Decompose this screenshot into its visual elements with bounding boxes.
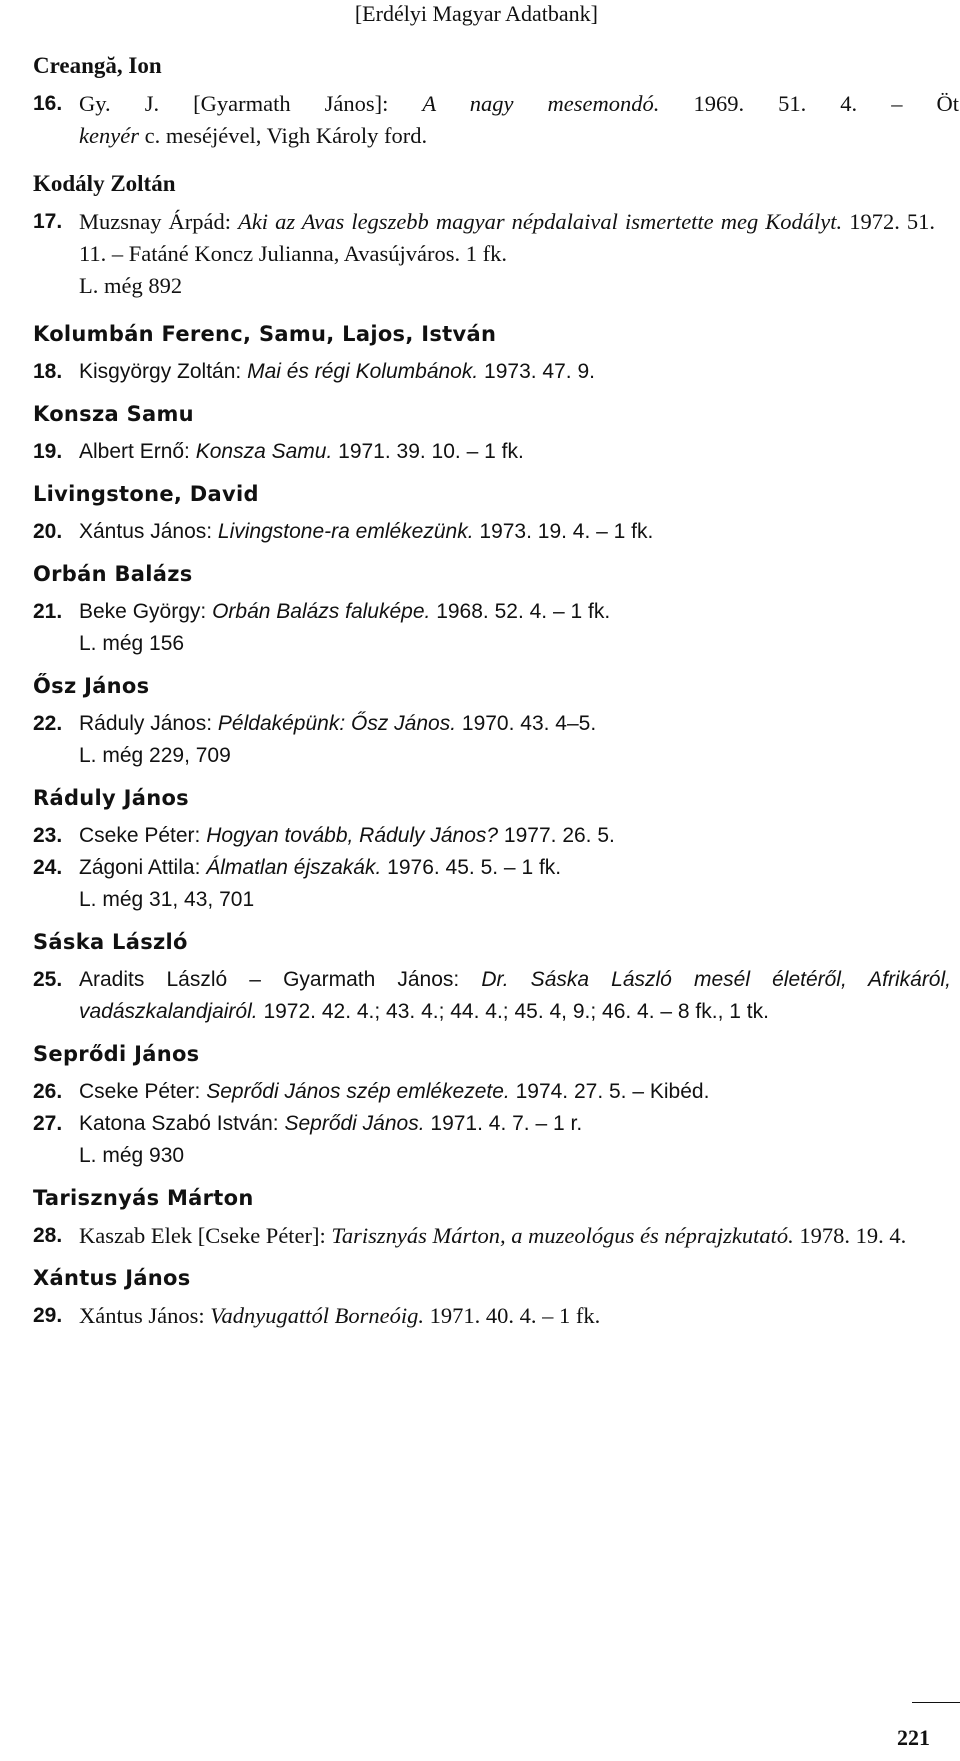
entry-27 — [33, 1108, 959, 1140]
bibliography-page — [33, 40, 959, 1332]
entry-title: Példaképünk: Ősz János. — [217, 712, 457, 735]
entry-body — [79, 852, 959, 884]
section-heading: Ráduly János — [33, 786, 189, 810]
entry-number: 25. — [33, 968, 63, 991]
entry-details: 1973. 47. 9. — [478, 360, 595, 383]
entry-body — [79, 596, 959, 628]
section-heading: Orbán Balázs — [33, 562, 193, 586]
section-kolumban — [33, 318, 959, 388]
entry-16 — [33, 88, 959, 152]
entry-number: 17. — [33, 210, 63, 233]
section-raduly — [33, 782, 959, 916]
entry-body — [79, 820, 959, 852]
entry-author: Ráduly János: — [79, 712, 218, 735]
entry-number: 27. — [33, 1112, 63, 1135]
entry-author: Gy. J. [Gyarmath János]: — [79, 91, 423, 116]
section-saska — [33, 926, 959, 1028]
entry-title-cont: kenyér — [79, 123, 139, 148]
entry-details: 1973. 19. 4. – 1 fk. — [473, 520, 654, 543]
entry-author: Albert Ernő: — [79, 440, 196, 463]
entry-details: 1971. 39. 10. – 1 fk. — [332, 440, 524, 463]
entry-number: 28. — [33, 1224, 63, 1247]
entry-author: Xántus János: — [79, 520, 218, 543]
entry-author: Cseke Péter: — [79, 1080, 207, 1103]
entry-details: 1970. 43. 4–5. — [456, 712, 597, 735]
entry-body — [79, 964, 959, 1028]
entry-19 — [33, 436, 959, 468]
entry-28 — [33, 1220, 959, 1252]
entry-body — [79, 1220, 959, 1252]
section-osz — [33, 670, 959, 772]
entry-number: 16. — [33, 92, 63, 115]
entry-26 — [33, 1076, 959, 1108]
entry-title: Mai és régi Kolumbánok. — [247, 360, 479, 383]
entry-number: 22. — [33, 712, 63, 735]
entry-title: Konsza Samu. — [195, 440, 333, 463]
entry-author: Zágoni Attila: — [79, 856, 207, 879]
entry-title: Hogyan tovább, Ráduly János? — [206, 824, 499, 847]
entry-title: Tarisznyás Márton, a muzeológus és néprajzkutató. — [331, 1223, 794, 1248]
entry-number: 26. — [33, 1080, 63, 1103]
entry-title: Aki az Avas legszebb magyar népdalaival ismertette meg Kodályt. — [238, 209, 843, 234]
section-heading: Livingstone, David — [33, 482, 259, 506]
section-xantus — [33, 1262, 959, 1332]
entry-body — [79, 1300, 959, 1332]
section-heading: Xántus János — [33, 1266, 191, 1290]
source-header: [Erdélyi Magyar Adatbank] — [354, 1, 598, 26]
see-also: L. még 31, 43, 701 — [79, 888, 255, 911]
entry-24 — [33, 852, 959, 884]
entry-title: Dr. Sáska László mesél életéről, Afrikáról, vadászkalandjairól. — [79, 968, 951, 1023]
entry-author: Xántus János: — [79, 1303, 211, 1328]
section-heading: Seprődi János — [33, 1042, 200, 1066]
entry-title: Livingstone-ra emlékezünk. — [217, 520, 474, 543]
entry-author: Aradits László – Gyarmath János: — [79, 968, 482, 991]
see-also: L. még 930 — [79, 1144, 185, 1167]
entry-number: 18. — [33, 360, 63, 383]
section-heading: Kodály Zoltán — [33, 171, 176, 196]
entry-title: A nagy mesemondó. — [422, 91, 660, 116]
entry-22 — [33, 708, 959, 740]
entry-21 — [33, 596, 959, 628]
entry-number: 19. — [33, 440, 63, 463]
section-heading: Ősz János — [33, 674, 150, 698]
entry-number: 21. — [33, 600, 63, 623]
entry-details: 1977. 26. 5. — [498, 824, 615, 847]
section-kodaly — [33, 168, 959, 302]
entry-body — [79, 516, 959, 548]
entry-body — [79, 88, 959, 152]
entry-18 — [33, 356, 959, 388]
section-heading: Creangă, Ion — [33, 53, 162, 78]
entry-body — [79, 1108, 959, 1140]
entry-20 — [33, 516, 959, 548]
footer-rule — [912, 1702, 960, 1703]
section-heading: Konsza Samu — [33, 402, 194, 426]
page-number: 221 — [897, 1725, 930, 1750]
entry-author: Cseke Péter: — [79, 824, 207, 847]
entry-title: Seprődi János. — [284, 1112, 425, 1135]
entry-details: 1969. 51. 4. – Öt — [659, 91, 959, 116]
entry-23 — [33, 820, 959, 852]
section-heading: Tarisznyás Márton — [33, 1186, 254, 1210]
entry-body — [79, 708, 959, 740]
entry-number: 29. — [33, 1304, 63, 1327]
entry-body — [79, 1076, 959, 1108]
see-also: L. még 156 — [79, 632, 185, 655]
entry-details-cont: c. meséjével, Vigh Károly ford. — [138, 123, 428, 148]
entry-author: Kaszab Elek [Cseke Péter]: — [79, 1223, 332, 1248]
section-konsza — [33, 398, 959, 468]
entry-title: Vadnyugattól Borneóig. — [210, 1303, 424, 1328]
entry-number: 20. — [33, 520, 63, 543]
entry-author: Muzsnay Árpád: — [79, 209, 239, 234]
section-seprodi — [33, 1038, 959, 1172]
entry-details: 1971. 4. 7. – 1 r. — [424, 1112, 583, 1135]
see-also: L. még 229, 709 — [79, 744, 231, 767]
entry-number: 24. — [33, 856, 63, 879]
see-also: L. még 892 — [79, 273, 183, 298]
entry-details: 1976. 45. 5. – 1 fk. — [381, 856, 562, 879]
section-tarisznyas — [33, 1182, 959, 1252]
entry-title: Seprődi János szép emlékezete. — [206, 1080, 510, 1103]
entry-details: 1974. 27. 5. – Kibéd. — [509, 1080, 710, 1103]
entry-details: 1971. 40. 4. – 1 fk. — [423, 1303, 601, 1328]
entry-body — [79, 356, 959, 388]
section-heading: Kolumbán Ferenc, Samu, Lajos, István — [33, 322, 497, 346]
entry-title: Orbán Balázs faluképe. — [212, 600, 431, 623]
section-livingstone — [33, 478, 959, 548]
entry-author: Kisgyörgy Zoltán: — [79, 360, 248, 383]
entry-title: Álmatlan éjszakák. — [206, 856, 382, 879]
section-heading: Sáska László — [33, 930, 188, 954]
entry-details: 1972. 42. 4.; 43. 4.; 44. 4.; 45. 4, 9.; 46. 4. – 8 fk., 1 tk. — [257, 1000, 769, 1023]
entry-author: Katona Szabó István: — [79, 1112, 285, 1135]
entry-29 — [33, 1300, 959, 1332]
entry-17 — [33, 206, 959, 270]
section-creanga — [33, 50, 959, 152]
section-orban — [33, 558, 959, 660]
entry-details: 1968. 52. 4. – 1 fk. — [430, 600, 611, 623]
entry-25 — [33, 964, 959, 1028]
entry-number: 23. — [33, 824, 63, 847]
entry-body — [79, 206, 959, 270]
entry-details: 1978. 19. 4. — [793, 1223, 907, 1248]
entry-author: Beke György: — [79, 600, 213, 623]
entry-body — [79, 436, 959, 468]
entry-details: 1972. 51. 11. – Fatáné Koncz Julianna, Avasújváros. 1 fk. — [79, 209, 935, 266]
